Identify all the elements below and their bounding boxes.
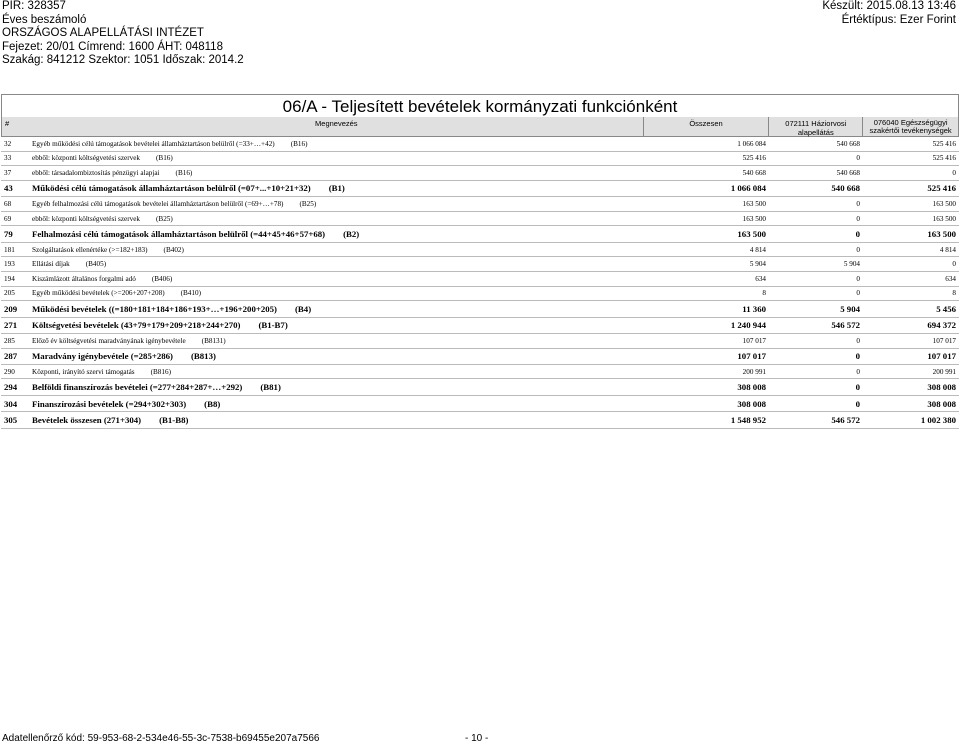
row-number: 285 (4, 336, 15, 345)
row-number: 271 (4, 320, 18, 331)
row-health-expert: 1 002 380 (920, 414, 956, 425)
row-code: (B81) (260, 382, 281, 393)
row-code: (B8131) (201, 336, 226, 345)
row-code: (B4) (295, 303, 312, 314)
row-number: 79 (4, 229, 13, 240)
value-type: Értéktípus: Ezer Forint (841, 13, 956, 26)
row-label (29, 289, 643, 297)
table-row (1, 396, 959, 412)
table-row (1, 226, 959, 242)
row-health-expert: 200 991 (932, 367, 956, 376)
row-health-expert: 525 416 (927, 183, 956, 194)
row-name: Felhalmozási célú támogatások államháztartáson belülről (=44+45+46+57+68) (32, 229, 326, 240)
table-row (1, 412, 959, 428)
institution-name: ORSZÁGOS ALAPELLÁTÁSI INTÉZET (2, 27, 204, 40)
row-number: 194 (4, 274, 15, 283)
row-number: 43 (4, 183, 13, 194)
row-total: 1 066 084 (730, 183, 766, 194)
row-code: (B1-B8) (159, 414, 189, 425)
row-number: 32 (4, 139, 12, 148)
row-code: (B1) (328, 183, 345, 194)
row-total: 5 904 (749, 260, 766, 269)
row-number: 69 (4, 214, 12, 223)
row-total: 308 008 (737, 398, 766, 409)
row-health-expert: 163 500 (927, 229, 956, 240)
row-total: 11 360 (742, 303, 766, 314)
col-num-header: # (5, 119, 10, 128)
row-health-expert: 4 814 (939, 245, 956, 254)
row-name: Egyéb működési célú támogatások bevételei államháztartáson belülről (=33+…+42) (32, 139, 275, 148)
row-label (29, 382, 643, 392)
table-row (1, 272, 959, 287)
table-row (1, 318, 959, 334)
row-gp-care: 0 (855, 398, 860, 409)
row-code: (B16) (175, 168, 193, 177)
row-gp-care: 0 (856, 199, 860, 208)
row-label (29, 246, 643, 254)
row-name: ebből: központi költségvetési szervek (32, 214, 140, 223)
report-header-left (2, 0, 244, 68)
row-gp-care: 5 904 (840, 303, 860, 314)
row-total: 163 500 (742, 214, 766, 223)
table-row (1, 301, 959, 317)
row-health-expert: 163 500 (932, 214, 956, 223)
row-code: (B25) (156, 214, 173, 223)
row-name: Egyéb működési bevételek (>=206+207+208) (32, 289, 165, 298)
row-name: Egyéb felhalmozási célú támogatások bevételei államháztartáson belülről (=69+…+78) (32, 199, 284, 208)
row-number: 287 (4, 351, 18, 362)
row-name: Központi, irányító szervi támogatás (32, 367, 135, 376)
row-label (29, 320, 643, 330)
row-gp-care: 0 (855, 382, 860, 393)
col-health-expert-header: 076040 Egészségügyi szakértői tevékenységek (862, 117, 958, 136)
table-row (1, 137, 959, 152)
table-row (1, 152, 959, 167)
row-code: (B2) (343, 229, 360, 240)
row-name: ebből: társadalombiztosítás pénzügyi alapjai (32, 168, 160, 177)
chapter-info: Fejezet: 20/01 Címrend: 1600 ÁHT: 048118 (2, 40, 223, 53)
row-label (29, 200, 643, 208)
sector-info: Szakág: 841212 Szektor: 1051 Időszak: 2014.2 (2, 54, 244, 67)
row-label (29, 260, 643, 268)
table-row (1, 365, 959, 380)
row-name: Finanszírozási bevételek (=294+302+303) (32, 398, 187, 409)
row-gp-care: 0 (856, 274, 860, 283)
row-number: 294 (4, 382, 18, 393)
row-health-expert: 308 008 (927, 398, 956, 409)
row-gp-care: 0 (856, 336, 860, 345)
row-gp-care: 546 572 (831, 414, 860, 425)
table-header (1, 117, 959, 137)
table-row (1, 243, 959, 258)
row-health-expert: 5 456 (936, 303, 956, 314)
row-health-expert: 308 008 (927, 382, 956, 393)
row-number: 193 (4, 260, 15, 269)
row-code: (B816) (150, 367, 171, 376)
row-label (29, 154, 643, 162)
table-row (1, 334, 959, 349)
row-label (29, 337, 643, 345)
row-health-expert: 107 017 (927, 351, 956, 362)
row-health-expert: 0 (952, 260, 956, 269)
row-total: 540 668 (742, 168, 766, 177)
row-total: 163 500 (742, 199, 766, 208)
row-label (29, 229, 643, 239)
row-total: 4 814 (749, 245, 766, 254)
row-number: 305 (4, 414, 18, 425)
row-label (29, 368, 643, 376)
table-row (1, 257, 959, 272)
table-row (1, 197, 959, 212)
row-name: Maradvány igénybevétele (=285+286) (32, 351, 173, 362)
row-number: 37 (4, 168, 12, 177)
row-gp-care: 540 668 (836, 168, 860, 177)
row-total: 200 991 (742, 367, 766, 376)
row-code: (B813) (190, 351, 216, 362)
row-number: 205 (4, 289, 15, 298)
row-code: (B406) (151, 274, 173, 283)
row-name: Ellátási díjak (32, 260, 70, 269)
row-health-expert: 525 416 (932, 154, 956, 163)
table-row (1, 349, 959, 365)
table-body (1, 137, 959, 429)
row-gp-care: 0 (856, 367, 860, 376)
table-row (1, 212, 959, 227)
row-number: 33 (4, 154, 12, 163)
row-total: 525 416 (742, 154, 766, 163)
row-code: (B1-B7) (258, 320, 288, 331)
row-total: 1 066 084 (737, 139, 766, 148)
row-gp-care: 540 668 (831, 183, 860, 194)
row-number: 290 (4, 367, 15, 376)
row-total: 308 008 (737, 382, 766, 393)
row-name: Költségvetési bevételek (43+79+179+209+218+244+270) (32, 320, 241, 331)
row-health-expert: 8 (952, 289, 956, 298)
row-total: 107 017 (737, 351, 766, 362)
table-title: 06/A - Teljesített bevételek kormányzati funkciónként (1, 94, 959, 117)
row-total: 634 (755, 274, 766, 283)
row-label (29, 140, 643, 148)
row-number: 68 (4, 199, 12, 208)
row-label (29, 169, 643, 177)
row-total: 1 240 944 (730, 320, 766, 331)
row-label (29, 183, 643, 193)
row-name: Előző év költségvetési maradványának igénybevétele (32, 336, 186, 345)
row-health-expert: 0 (952, 168, 956, 177)
report-type: Éves beszámoló (2, 13, 87, 26)
row-number: 209 (4, 303, 18, 314)
table-row (1, 379, 959, 395)
row-label (29, 215, 643, 223)
col-total-header: Összesen (643, 117, 769, 136)
row-gp-care: 0 (856, 289, 860, 298)
row-name: Működési célú támogatások államháztartáson belülről (=07+...+10+21+32) (32, 183, 311, 194)
row-name: Belföldi finanszírozás bevételei (=277+284+287+…+292) (32, 382, 243, 393)
row-health-expert: 163 500 (932, 199, 956, 208)
row-gp-care: 546 572 (831, 320, 860, 331)
row-code: (B16) (290, 139, 308, 148)
col-name-header: Megnevezés (315, 119, 358, 128)
row-code: (B16) (156, 154, 173, 163)
page-number: - 10 - (465, 733, 489, 744)
row-code: (B25) (299, 199, 317, 208)
row-gp-care: 0 (855, 351, 860, 362)
row-name: Működési bevételek ((=180+181+184+186+193+…+196+200+205) (32, 303, 277, 314)
row-number: 181 (4, 245, 15, 254)
row-code: (B8) (204, 398, 221, 409)
row-code: (B405) (85, 260, 107, 269)
revenue-table (1, 94, 959, 429)
row-health-expert: 634 (945, 274, 956, 283)
row-code: (B402) (163, 245, 184, 254)
row-label (29, 304, 643, 314)
row-name: Kiszámlázott általános forgalmi adó (32, 274, 136, 283)
row-gp-care: 540 668 (836, 139, 860, 148)
row-name: Szolgáltatások ellenértéke (>=182+183) (32, 245, 148, 254)
verification-code: Adatellenőrző kód: 59-953-68-2-534e46-55-3c-7538-b69455e207a7566 (2, 733, 320, 744)
table-row (1, 166, 959, 181)
row-code: (B410) (180, 289, 201, 298)
row-gp-care: 0 (856, 245, 860, 254)
row-total: 1 548 952 (730, 414, 766, 425)
row-label (29, 415, 643, 425)
row-gp-care: 0 (856, 154, 860, 163)
pir-id: PIR: 328357 (2, 0, 66, 12)
report-header-right (822, 0, 956, 27)
table-row (1, 287, 959, 302)
row-number: 304 (4, 398, 18, 409)
row-health-expert: 525 416 (932, 139, 956, 148)
row-label (29, 351, 643, 361)
table-row (1, 181, 959, 197)
row-name: ebből: központi költségvetési szervek (32, 154, 140, 163)
row-health-expert: 107 017 (932, 336, 956, 345)
created-date: Készült: 2015.08.13 13:46 (822, 0, 956, 12)
row-total: 107 017 (742, 336, 766, 345)
row-gp-care: 5 904 (843, 260, 860, 269)
row-gp-care: 0 (856, 214, 860, 223)
row-total: 8 (762, 289, 766, 298)
row-health-expert: 694 372 (927, 320, 956, 331)
row-gp-care: 0 (855, 229, 860, 240)
row-label (29, 399, 643, 409)
row-total: 163 500 (737, 229, 766, 240)
row-name: Bevételek összesen (271+304) (32, 414, 142, 425)
row-label (29, 275, 643, 283)
col-gp-care-header: 072111 Háziorvosi alapellátás (768, 117, 862, 136)
